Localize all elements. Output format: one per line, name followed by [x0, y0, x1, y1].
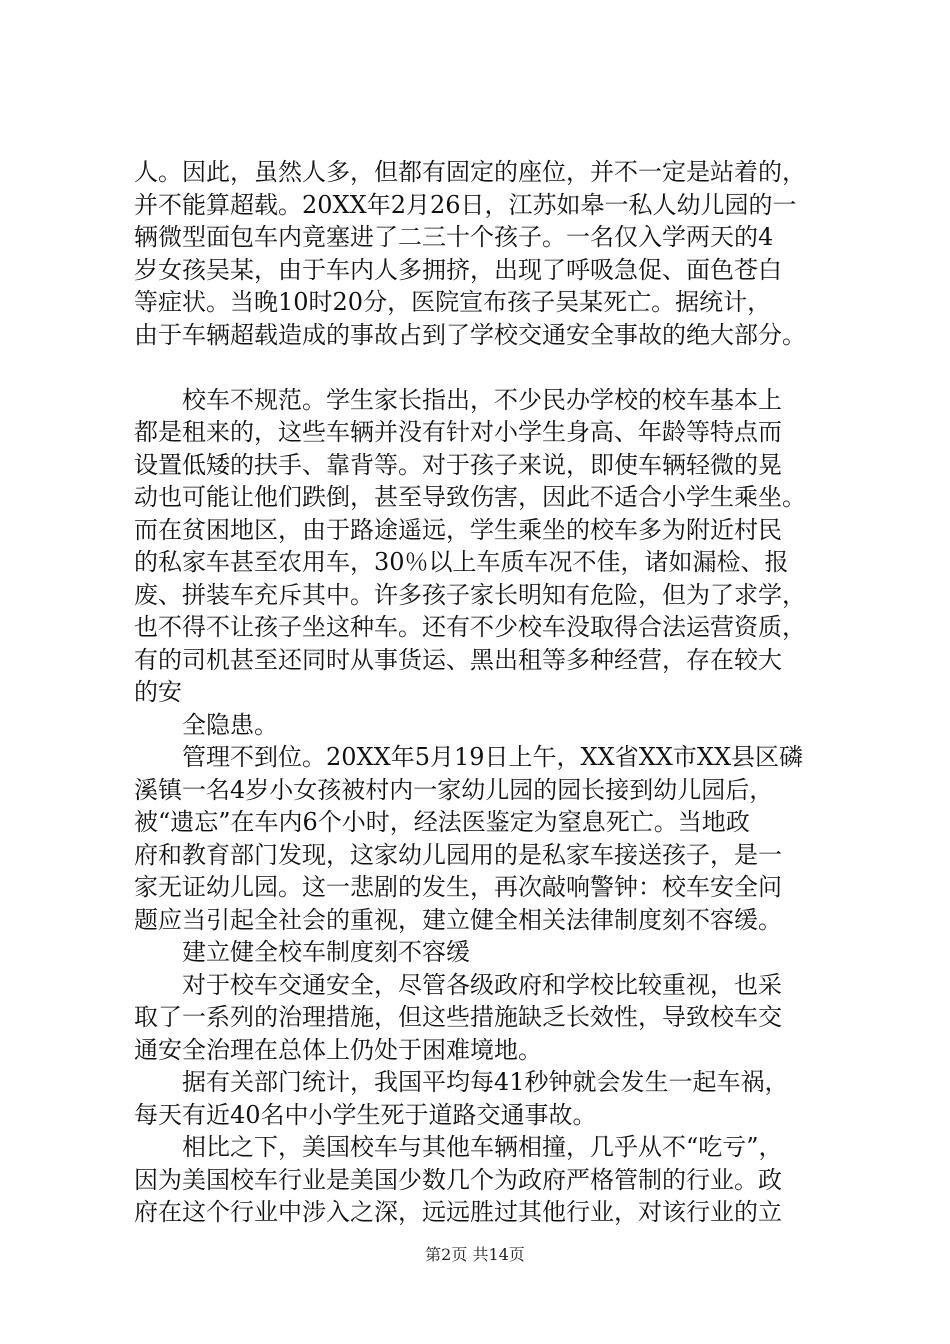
text-line: 全隐患。 [182, 710, 278, 739]
text-line: 溪镇一名4岁小女孩被村内一家幼儿园的园长接到幼儿园后， [134, 775, 774, 804]
text-line: 的私家车甚至农用车，30％以上车质车况不佳，诸如漏检、报 [134, 548, 789, 576]
text-line: 府和教育部门发现，这家幼儿园用的是私家车接送孩子，是一 [134, 840, 782, 869]
text-line: 据有关部门统计，我国平均每41秒钟就会发生一起车祸， [182, 1068, 789, 1096]
text-line: 都是租来的，这些车辆并没有针对小学生身高、年龄等特点而 [134, 418, 782, 446]
text-line: 辆微型面包车内竟塞进了二三十个孩子。一名仅入学两天的4 [134, 223, 774, 251]
text-line: 设置低矮的扶手、靠背等。对于孩子来说，即使车辆轻微的晃 [134, 450, 782, 479]
text-line: 动也可能让他们跌倒，甚至导致伤害，因此不适合小学生乘坐。 [134, 483, 806, 511]
text-line: 也不得不让孩子坐这种车。还有不少校车没取得合法运营资质， [134, 613, 806, 641]
paragraph-gap [134, 351, 834, 384]
section-heading: 建立健全校车制度刻不容缓 [182, 938, 470, 966]
text-line: 废、拼装车充斥其中。许多孩子家长明知有危险，但为了求学， [134, 580, 806, 609]
text-line: 校车不规范。学生家长指出，不少民办学校的校车基本上 [182, 385, 782, 414]
text-line: 相比之下，美国校车与其他车辆相撞，几乎从不“吃亏”， [182, 1133, 783, 1161]
text-line: 人。因此，虽然人多，但都有固定的座位，并不一定是站着的， [134, 158, 806, 186]
text-line: 而在贫困地区，由于路途遥远，学生乘坐的校车多为附近村民 [134, 515, 782, 544]
text-line: 由于车辆超载造成的事故占到了学校交通安全事故的绝大部分。 [134, 320, 806, 349]
text-line: 有的司机甚至还同时从事货运、黑出租等多种经营，存在较大 [134, 645, 782, 674]
text-line: 取了一系列的治理措施，但这些措施缺乏长效性，导致校车交 [134, 1003, 782, 1031]
text-line: 府在这个行业中涉入之深，远远胜过其他行业，对该行业的立 [134, 1198, 782, 1226]
text-line: 题应当引起全社会的重视，建立健全相关法律制度刻不容缓。 [134, 905, 782, 934]
text-line: 通安全治理在总体上仍处于困难境地。 [134, 1035, 542, 1064]
text-line: 每天有近40名中小学生死于道路交通事故。 [134, 1100, 597, 1129]
text-line: 被“遗忘”在车内6个小时，经法医鉴定为窒息死亡。当地政 [134, 808, 750, 836]
page-number-footer: 第2页 共14页 [425, 1245, 525, 1264]
text-line: 的安 [134, 678, 182, 706]
text-line: 因为美国校车行业是美国少数几个为政府严格管制的行业。政 [134, 1165, 782, 1194]
text-line: 并不能算超载。20XX年2月26日，江苏如皋一私人幼儿园的一 [134, 190, 797, 219]
text-line: 家无证幼儿园。这一悲剧的发生，再次敲响警钟：校车安全问 [134, 873, 782, 901]
text-line: 岁女孩吴某，由于车内人多拥挤，出现了呼吸急促、面色苍白 [134, 255, 782, 284]
text-line: 管理不到位。20XX年5月19日上午，XX省XX市XX县区磷 [182, 743, 804, 771]
document-body [134, 156, 834, 1229]
text-line: 等症状。当晚10时20分，医院宣布孩子吴某死亡。据统计， [134, 288, 772, 316]
text-line: 对于校车交通安全，尽管各级政府和学校比较重视，也采 [182, 970, 782, 999]
